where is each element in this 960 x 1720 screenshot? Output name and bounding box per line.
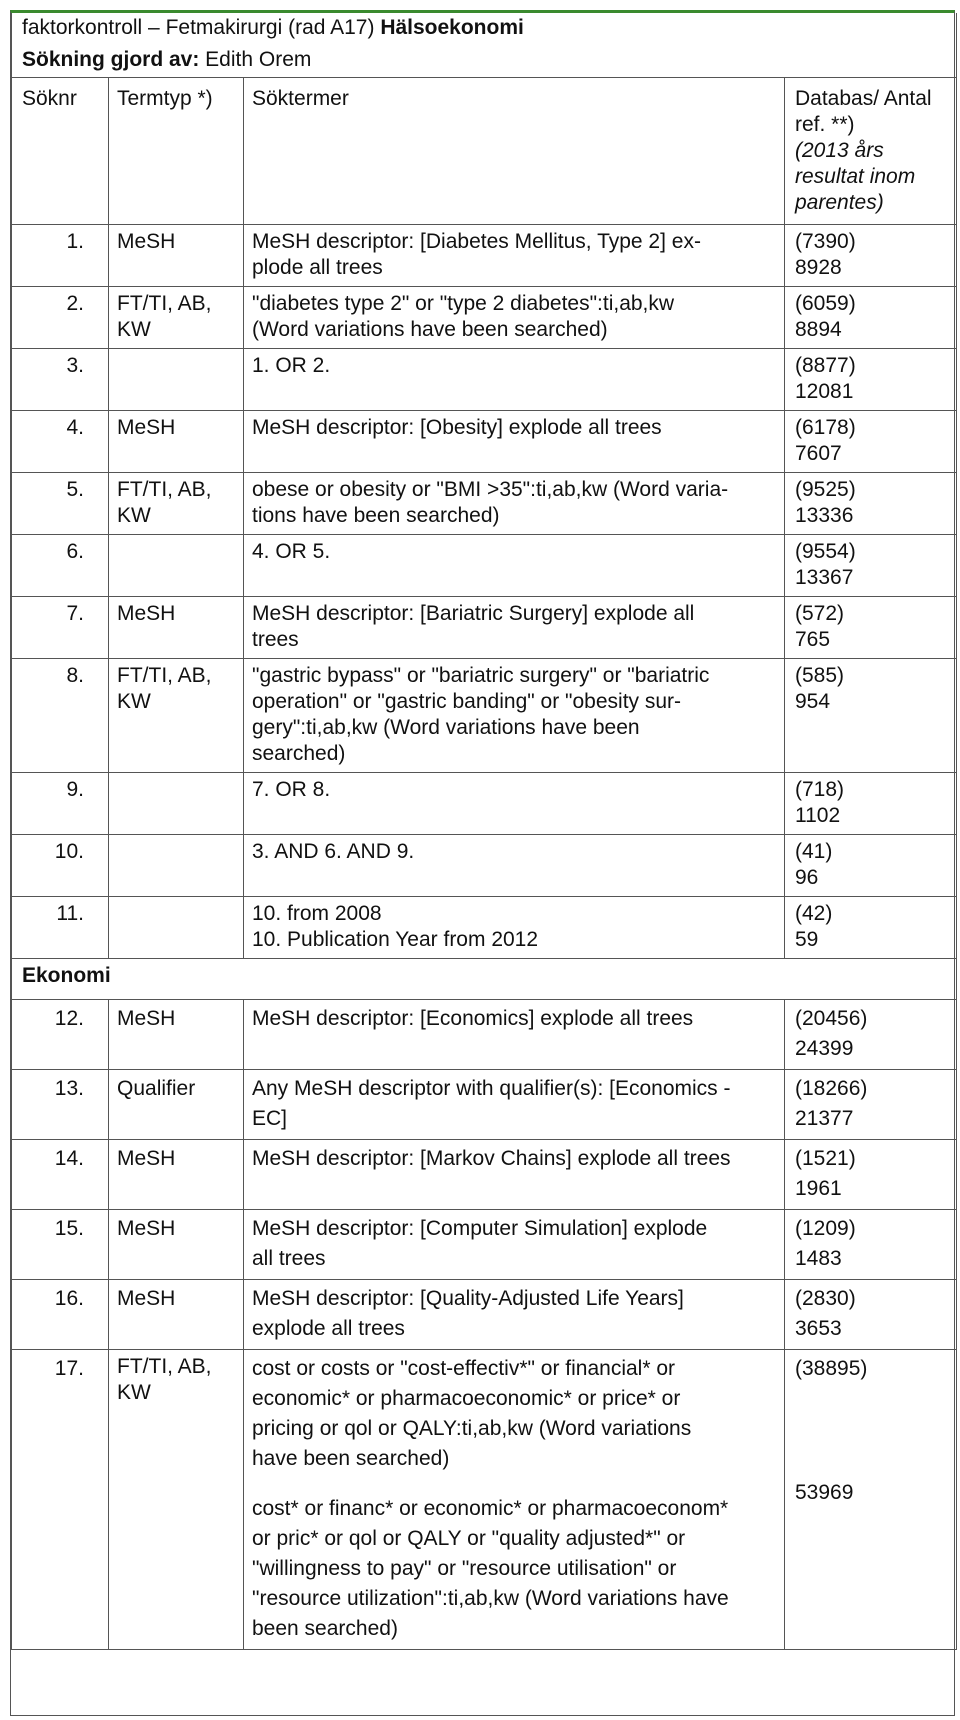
search-terms — [244, 473, 785, 535]
search-term-line: or pric* or qol or QALY or "quality adjusted*" or — [252, 1527, 686, 1550]
result-current: 96 — [795, 866, 819, 889]
result-2013: (718) — [795, 778, 845, 801]
search-nr: 13. — [12, 1070, 109, 1140]
result-counts — [785, 473, 957, 535]
result-2013: (6059) — [795, 292, 856, 315]
result-current: 7607 — [795, 442, 842, 465]
search-nr: 4. — [12, 411, 109, 473]
search-term-line: have been searched) — [252, 1447, 450, 1470]
search-term-line: (Word variations have been searched) — [252, 318, 608, 341]
term-type: MeSH — [109, 1140, 244, 1210]
search-term-line: "resource utilization":ti,ab,kw (Word variations have — [252, 1587, 729, 1610]
search-term-line: "diabetes type 2" or "type 2 diabetes":ti,ab,kw — [252, 292, 675, 315]
doc-title-topic: Hälsoekonomi — [380, 16, 524, 39]
result-2013: (7390) — [795, 230, 856, 253]
result-2013: (18266) — [795, 1077, 868, 1100]
search-term-line: been searched) — [252, 1617, 398, 1640]
result-current: 954 — [795, 690, 831, 713]
search-terms — [244, 1210, 785, 1280]
search-nr: 1. — [12, 225, 109, 287]
result-counts — [785, 1210, 957, 1280]
result-2013: (2830) — [795, 1287, 856, 1310]
search-row — [12, 1070, 957, 1140]
search-term-line: MeSH descriptor: [Economics] explode all trees — [252, 1007, 694, 1030]
search-term-line: 1. OR 2. — [252, 354, 331, 377]
term-type: FT/TI, AB, KW — [109, 287, 244, 349]
result-counts — [785, 349, 957, 411]
result-current: 13336 — [795, 504, 854, 527]
result-counts — [785, 1000, 957, 1070]
search-nr: 17. — [12, 1350, 109, 1650]
result-2013: (38895) — [795, 1357, 868, 1380]
search-term-line: all trees — [252, 1247, 326, 1270]
term-type — [109, 835, 244, 897]
author-row — [12, 43, 957, 78]
result-current: 21377 — [795, 1107, 854, 1130]
search-terms — [244, 1140, 785, 1210]
column-header-row — [12, 78, 957, 225]
result-current: 59 — [795, 928, 819, 951]
result-2013: (6178) — [795, 416, 856, 439]
search-nr: 8. — [12, 659, 109, 773]
search-terms — [244, 535, 785, 597]
search-term-line: operation" or "gastric banding" or "obesity sur- — [252, 690, 682, 713]
search-term-line: "willingness to pay" or "resource utilisation" or — [252, 1557, 677, 1580]
search-terms — [244, 1350, 785, 1650]
col-header-databas-label: Databas/ Antal ref. **) — [795, 87, 932, 136]
search-term-line: cost* or financ* or economic* or pharmacoeconom* — [252, 1497, 729, 1520]
search-row — [12, 473, 957, 535]
term-type: MeSH — [109, 225, 244, 287]
result-2013: (20456) — [795, 1007, 868, 1030]
search-row — [12, 411, 957, 473]
search-term-line: gery":ti,ab,kw (Word variations have been — [252, 716, 640, 739]
search-term-line: 4. OR 5. — [252, 540, 331, 563]
result-current: 1102 — [795, 804, 841, 827]
search-term-line: searched) — [252, 742, 346, 765]
search-nr: 3. — [12, 349, 109, 411]
search-term-line: economic* or pharmacoeconomic* or price* or — [252, 1387, 681, 1410]
result-counts — [785, 773, 957, 835]
term-type — [109, 773, 244, 835]
search-nr: 12. — [12, 1000, 109, 1070]
term-type — [109, 535, 244, 597]
search-row — [12, 597, 957, 659]
search-term-line: plode all trees — [252, 256, 383, 279]
search-row — [12, 1000, 957, 1070]
result-counts — [785, 411, 957, 473]
result-current: 765 — [795, 628, 831, 651]
col-header-nr: Söknr — [12, 78, 109, 225]
search-term-line: MeSH descriptor: [Quality-Adjusted Life Years] — [252, 1287, 684, 1310]
result-2013: (42) — [795, 902, 833, 925]
search-term-line: explode all trees — [252, 1317, 405, 1340]
search-term-line: MeSH descriptor: [Obesity] explode all trees — [252, 416, 662, 439]
searched-by-label: Sökning gjord av: — [22, 48, 200, 71]
search-terms — [244, 897, 785, 959]
result-counts — [785, 1140, 957, 1210]
col-header-termtyp: Termtyp *) — [109, 78, 244, 225]
search-terms — [244, 835, 785, 897]
title-row — [12, 13, 957, 43]
search-terms — [244, 411, 785, 473]
search-row — [12, 1140, 957, 1210]
result-2013: (1521) — [795, 1147, 856, 1170]
term-type: FT/TI, AB, KW — [109, 659, 244, 773]
term-type: MeSH — [109, 1000, 244, 1070]
term-type — [109, 897, 244, 959]
search-row — [12, 535, 957, 597]
block-gap — [252, 1474, 776, 1494]
result-2013: (1209) — [795, 1217, 856, 1240]
search-terms — [244, 225, 785, 287]
col-header-databas-note: (2013 års resultat inom parentes) — [795, 139, 916, 214]
search-term-line: obese or obesity or "BMI >35":ti,ab,kw (Word varia- — [252, 478, 729, 501]
search-term-line: MeSH descriptor: [Markov Chains] explode all trees — [252, 1147, 731, 1170]
result-counts — [785, 835, 957, 897]
result-2013: (572) — [795, 602, 845, 625]
search-term-line: EC] — [252, 1107, 288, 1130]
term-type: MeSH — [109, 597, 244, 659]
term-type — [109, 349, 244, 411]
result-current: 12081 — [795, 380, 854, 403]
term-type: Qualifier — [109, 1070, 244, 1140]
search-terms — [244, 287, 785, 349]
search-term-line: MeSH descriptor: [Computer Simulation] explode — [252, 1217, 708, 1240]
search-row — [12, 349, 957, 411]
search-term-line: "gastric bypass" or "bariatric surgery" or "bariatric — [252, 664, 710, 687]
doc-title: faktorkontroll – Fetmakirurgi (rad A17) — [22, 16, 381, 39]
search-nr: 11. — [12, 897, 109, 959]
result-2013: (9554) — [795, 540, 856, 563]
search-terms — [244, 1000, 785, 1070]
result-current: 53969 — [795, 1481, 854, 1504]
term-type: FT/TI, AB, KW — [109, 473, 244, 535]
search-row — [12, 659, 957, 773]
result-counts — [785, 897, 957, 959]
search-term-line: MeSH descriptor: [Diabetes Mellitus, Type 2] ex- — [252, 230, 701, 253]
result-current: 13367 — [795, 566, 854, 589]
result-counts — [785, 1280, 957, 1350]
result-counts — [785, 597, 957, 659]
search-table — [11, 13, 957, 1650]
search-row — [12, 287, 957, 349]
search-nr: 14. — [12, 1140, 109, 1210]
search-nr: 16. — [12, 1280, 109, 1350]
section-row — [12, 959, 957, 1000]
term-type: MeSH — [109, 1210, 244, 1280]
search-nr: 7. — [12, 597, 109, 659]
term-type: MeSH — [109, 411, 244, 473]
result-current: 1483 — [795, 1247, 842, 1270]
document-page — [10, 10, 955, 1716]
col-header-databas — [785, 78, 957, 225]
search-nr: 5. — [12, 473, 109, 535]
result-gap — [795, 1384, 948, 1478]
search-row — [12, 835, 957, 897]
result-counts — [785, 1350, 957, 1650]
term-type: MeSH — [109, 1280, 244, 1350]
search-nr: 6. — [12, 535, 109, 597]
col-header-soktermer: Söktermer — [244, 78, 785, 225]
search-term-line: pricing or qol or QALY:ti,ab,kw (Word variations — [252, 1417, 692, 1440]
result-2013: (9525) — [795, 478, 856, 501]
result-current: 3653 — [795, 1317, 842, 1340]
result-counts — [785, 287, 957, 349]
search-terms — [244, 773, 785, 835]
term-type: FT/TI, AB, KW — [109, 1350, 244, 1650]
search-terms — [244, 1280, 785, 1350]
search-terms — [244, 349, 785, 411]
search-term-line: tions have been searched) — [252, 504, 500, 527]
search-term-line: 10. Publication Year from 2012 — [252, 928, 539, 951]
search-term-line: MeSH descriptor: [Bariatric Surgery] explode all — [252, 602, 695, 625]
search-nr: 9. — [12, 773, 109, 835]
search-row — [12, 773, 957, 835]
section-label: Ekonomi — [12, 959, 957, 1000]
search-row — [12, 1210, 957, 1280]
result-counts — [785, 225, 957, 287]
search-term-line: Any MeSH descriptor with qualifier(s): [Economics - — [252, 1077, 731, 1100]
search-nr: 15. — [12, 1210, 109, 1280]
result-counts — [785, 1070, 957, 1140]
result-current: 8894 — [795, 318, 842, 341]
search-terms — [244, 1070, 785, 1140]
result-counts — [785, 535, 957, 597]
search-term-line: trees — [252, 628, 299, 651]
search-terms — [244, 597, 785, 659]
result-2013: (41) — [795, 840, 833, 863]
search-term-line: 10. from 2008 — [252, 902, 382, 925]
result-current: 24399 — [795, 1037, 854, 1060]
search-terms — [244, 659, 785, 773]
result-2013: (8877) — [795, 354, 856, 377]
search-row — [12, 1280, 957, 1350]
search-term-line: 3. AND 6. AND 9. — [252, 840, 415, 863]
searched-by-name: Edith Orem — [199, 48, 312, 71]
result-current: 1961 — [795, 1177, 842, 1200]
result-2013: (585) — [795, 664, 845, 687]
search-term-line: 7. OR 8. — [252, 778, 331, 801]
search-term-line: cost or costs or "cost-effectiv*" or financial* or — [252, 1357, 676, 1380]
result-current: 8928 — [795, 256, 842, 279]
result-counts — [785, 659, 957, 773]
search-row — [12, 225, 957, 287]
search-nr: 2. — [12, 287, 109, 349]
search-row — [12, 897, 957, 959]
search-row — [12, 1350, 957, 1650]
search-nr: 10. — [12, 835, 109, 897]
